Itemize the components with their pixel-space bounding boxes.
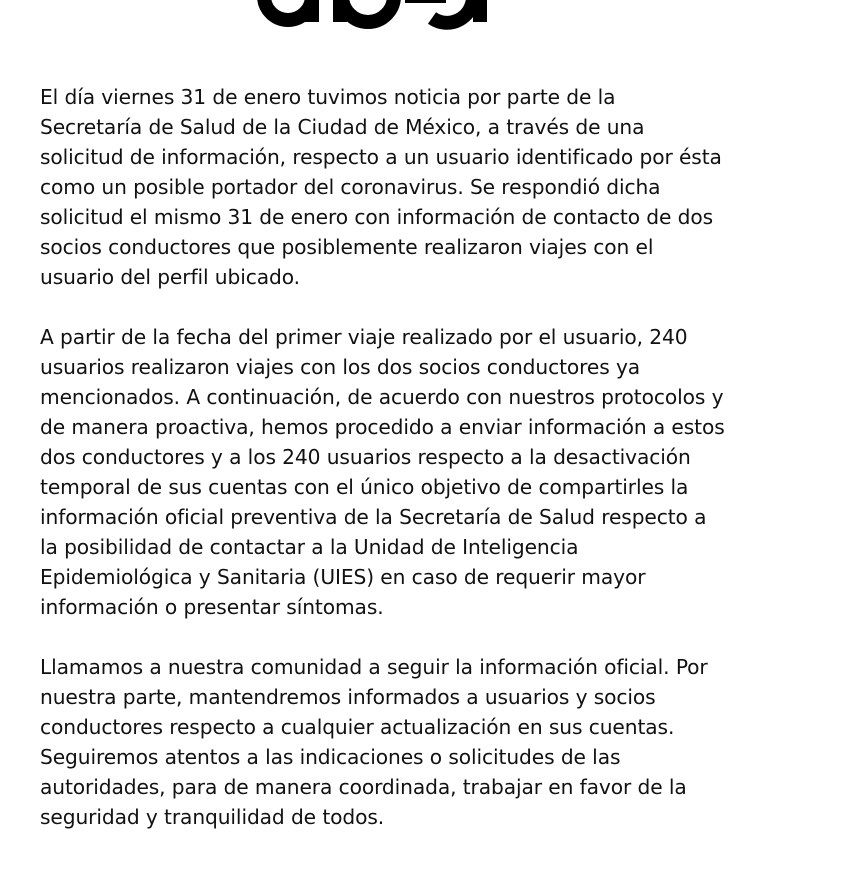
statement-paragraph-3: Llamamos a nuestra comunidad a seguir la información oficial. Por nuestra parte, mantendremos informados a usuarios y socios conductores respecto a cualquier actualización en sus cuentas. Seguiremos atentos a las indicaciones o solicitudes de las autoridades, para de manera coordinada, trabajar en favor de la seguridad y tranquilidad de todos. [40, 655, 708, 829]
uber-wordmark-logo [250, 0, 540, 40]
statement-paragraph-1: El día viernes 31 de enero tuvimos noticia por parte de la Secretaría de Salud de la Ciudad de México, a través de una solicitud de información, respecto a un usuario identificado por ésta como un posible portador del coronavirus. Se respondió dicha solicitud el mismo 31 de enero con información de contacto de dos socios conductores que posiblemente realizaron viajes con el usuario del perfil ubicado. [40, 85, 722, 289]
logo-header [0, 0, 860, 40]
statement-paragraph-2: A partir de la fecha del primer viaje realizado por el usuario, 240 usuarios realizaron viajes con los dos socios conductores ya mencionados. A continuación, de acuerdo con nuestros protocolos y de manera proactiva, hemos procedido a enviar información a estos dos conductores y a los 240 usuarios respecto a la desactivación temporal de sus cuentas con el único objetivo de compartirles la información oficial preventiva de la Secretaría de Salud respecto a la posibilidad de contactar a la Unidad de Inteligencia Epidemiológica y Sanitaria (UIES) en caso de requerir mayor información o presentar síntomas. [40, 325, 725, 619]
statement-body [40, 82, 840, 862]
